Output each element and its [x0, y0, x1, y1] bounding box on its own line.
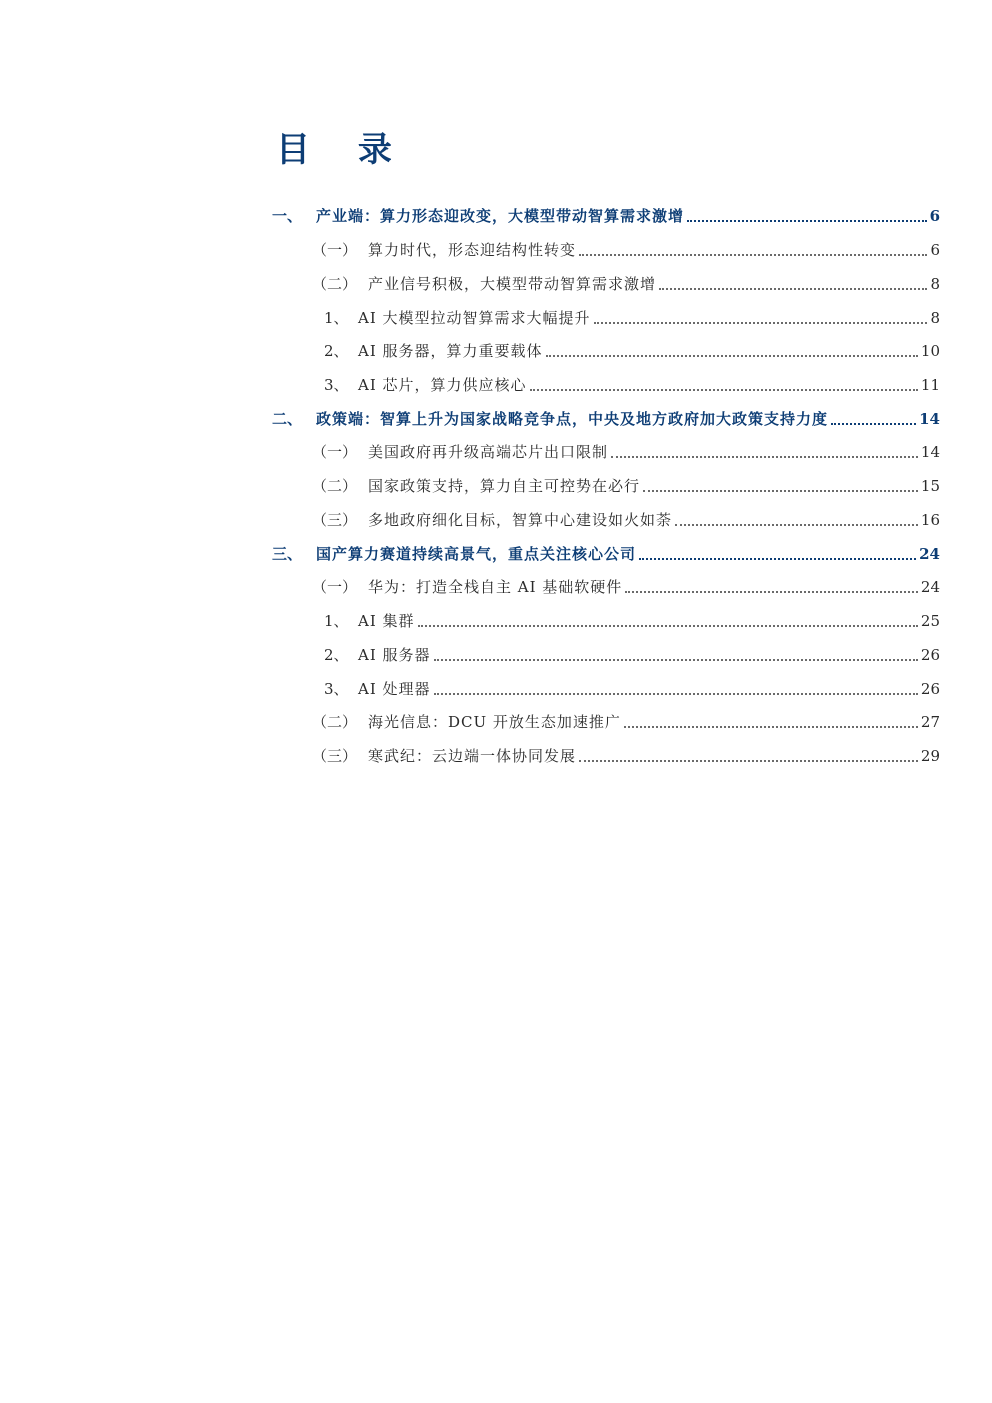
toc-dot-leader — [434, 647, 918, 661]
toc-entry-page: 11 — [920, 376, 940, 394]
toc-entry-title: AI 处理器 — [358, 680, 431, 698]
toc-dot-leader — [611, 444, 918, 458]
toc-entry-number: 2、 — [324, 342, 349, 360]
toc-entry[interactable] — [324, 643, 940, 667]
toc-entry-number: （二） — [312, 275, 358, 293]
toc-entry-number: 一、 — [272, 207, 303, 225]
toc-entry-page: 10 — [920, 342, 940, 360]
toc-entry-page: 14 — [920, 443, 940, 461]
toc-entry-title: 产业信号积极，大模型带动智算需求激增 — [368, 275, 657, 293]
toc-entry-number: 3、 — [324, 680, 349, 698]
toc-entry-page: 26 — [920, 646, 940, 664]
toc-entry-number: （一） — [312, 443, 358, 461]
toc-entry-page: 8 — [930, 309, 940, 327]
toc-dot-leader — [546, 343, 918, 357]
toc-dot-leader — [643, 478, 918, 492]
toc-entry-page: 15 — [920, 477, 940, 495]
toc-entry-number: （二） — [312, 477, 358, 495]
toc-dot-leader — [579, 748, 918, 762]
toc-entry-number: （三） — [312, 511, 358, 529]
toc-dot-leader — [594, 310, 928, 324]
toc-entry-number: （二） — [312, 713, 358, 731]
toc-entry[interactable] — [272, 407, 940, 431]
toc-dot-leader — [639, 546, 916, 560]
toc-entry[interactable] — [312, 744, 940, 768]
toc-entry-page: 27 — [920, 713, 940, 731]
toc-entry-title: 华为：打造全栈自主 AI 基础软硬件 — [368, 578, 623, 596]
toc-entry-title: 寒武纪：云边端一体协同发展 — [368, 747, 577, 765]
toc-entry-number: （一） — [312, 578, 358, 596]
toc-entry-number: （一） — [312, 241, 358, 259]
toc-entry[interactable] — [324, 373, 940, 397]
toc-dot-leader — [530, 377, 918, 391]
toc-entry-title: AI 集群 — [358, 612, 415, 630]
toc-entry-title: 国产算力赛道持续高景气，重点关注核心公司 — [316, 545, 637, 563]
toc-entry-title: 海光信息：DCU 开放生态加速推广 — [368, 713, 621, 731]
toc-entry-title: 多地政府细化目标，智算中心建设如火如荼 — [368, 511, 673, 529]
toc-entry[interactable] — [312, 474, 940, 498]
toc-dot-leader — [625, 579, 918, 593]
toc-entry[interactable] — [312, 272, 940, 296]
toc-dot-leader — [659, 276, 927, 290]
toc-entry[interactable] — [272, 204, 940, 228]
toc-entry-number: 1、 — [324, 309, 349, 327]
toc-entry-title: 政策端：智算上升为国家战略竞争点，中央及地方政府加大政策支持力度 — [316, 410, 829, 428]
toc-entry-title: AI 服务器 — [358, 646, 431, 664]
toc-entry-number: 二、 — [272, 410, 303, 428]
toc-entry-title: 产业端：算力形态迎改变，大模型带动智算需求激增 — [316, 207, 685, 225]
toc-entry[interactable] — [272, 542, 940, 566]
toc-entry-page: 6 — [929, 207, 940, 225]
toc-dot-leader — [831, 411, 916, 425]
toc-dot-leader — [434, 681, 918, 695]
toc-entry-page: 8 — [930, 275, 940, 293]
toc-entry[interactable] — [324, 677, 940, 701]
toc-entry-title: 美国政府再升级高端芯片出口限制 — [368, 443, 609, 461]
toc-dot-leader — [687, 208, 927, 222]
toc-entry-number: 三、 — [272, 545, 303, 563]
toc-entry-page: 6 — [930, 241, 940, 259]
toc-entry-page: 25 — [920, 612, 940, 630]
toc-entry[interactable] — [312, 710, 940, 734]
toc-dot-leader — [624, 714, 918, 728]
toc-entry-number: 2、 — [324, 646, 349, 664]
toc-entry-number: 1、 — [324, 612, 349, 630]
toc-entry-page: 29 — [920, 747, 940, 765]
toc-entry-page: 24 — [920, 578, 940, 596]
toc-entry[interactable] — [312, 440, 940, 464]
toc-entry-page: 16 — [920, 511, 940, 529]
toc-dot-leader — [579, 242, 927, 256]
toc-entry-page: 26 — [920, 680, 940, 698]
toc-entry-number: （三） — [312, 747, 358, 765]
toc-entry[interactable] — [312, 238, 940, 262]
toc-entry-title: AI 服务器，算力重要载体 — [358, 342, 543, 360]
toc-entry-page: 24 — [919, 545, 940, 563]
toc-dot-leader — [418, 613, 918, 627]
toc-entry-title: AI 大模型拉动智算需求大幅提升 — [358, 309, 591, 327]
toc-entry[interactable] — [324, 339, 940, 363]
toc-entry-number: 3、 — [324, 376, 349, 394]
toc-dot-leader — [675, 512, 918, 526]
toc-entry[interactable] — [324, 306, 940, 330]
toc-entry[interactable] — [312, 508, 940, 532]
toc-entry[interactable] — [312, 575, 940, 599]
toc-entry[interactable] — [324, 609, 940, 633]
toc-entry-page: 14 — [919, 410, 940, 428]
toc-entry-title: 算力时代，形态迎结构性转变 — [368, 241, 577, 259]
toc-entry-title: AI 芯片，算力供应核心 — [358, 376, 527, 394]
toc-title: 目 录 — [276, 130, 410, 170]
toc-entry-title: 国家政策支持，算力自主可控势在必行 — [368, 477, 641, 495]
